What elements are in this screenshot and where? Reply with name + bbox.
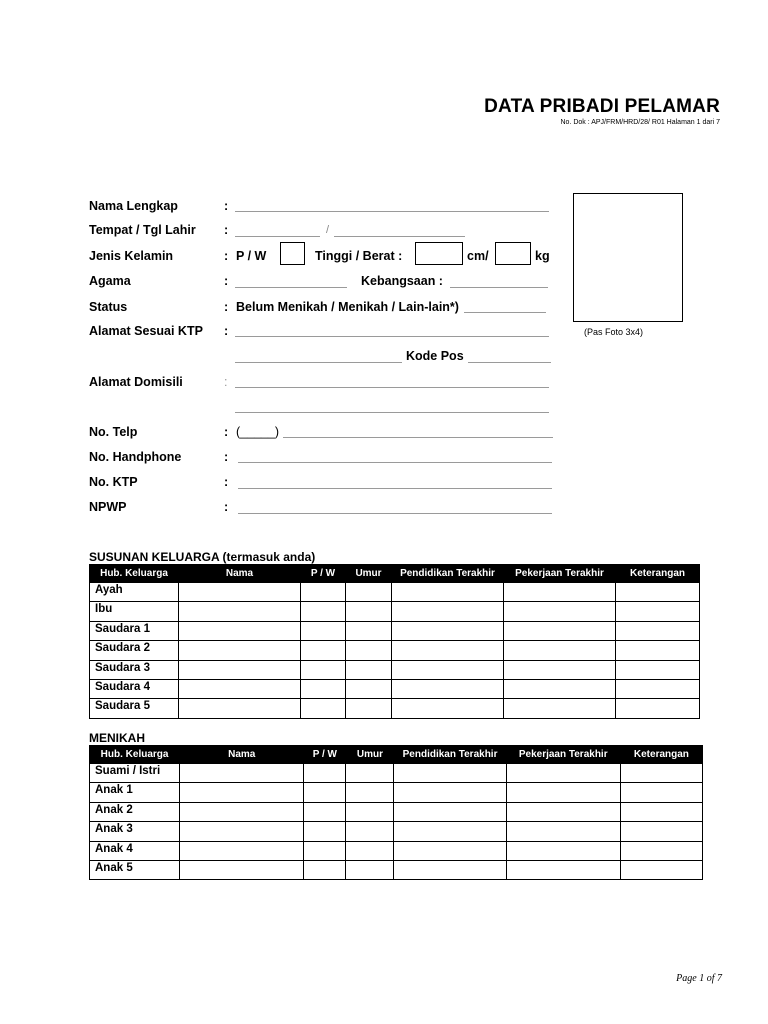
cell-pekerjaan[interactable] [506, 764, 620, 783]
cell-umur[interactable] [346, 660, 392, 679]
cell-keterangan[interactable] [616, 641, 700, 660]
header-pekerjaan: Pekerjaan Terakhir [506, 746, 620, 764]
cell-pekerjaan[interactable] [504, 621, 616, 640]
table-header-row [90, 746, 703, 764]
label-no-handphone: No. Handphone [89, 450, 182, 464]
colon: : [224, 249, 229, 263]
cell-pw[interactable] [304, 764, 346, 783]
table-row [90, 602, 700, 621]
cell-pw[interactable] [301, 679, 346, 698]
cell-umur[interactable] [346, 583, 392, 602]
row-label: Anak 2 [90, 802, 180, 821]
field-nama-lengkap[interactable] [235, 211, 549, 212]
cell-pekerjaan[interactable] [504, 602, 616, 621]
field-status-other[interactable] [464, 312, 546, 313]
page-number: Page 1 of 7 [676, 973, 722, 984]
header-nama: Nama [179, 565, 301, 583]
cell-nama[interactable] [179, 660, 301, 679]
cell-nama[interactable] [179, 699, 301, 718]
cell-keterangan[interactable] [616, 699, 700, 718]
cell-umur[interactable] [346, 764, 394, 783]
table-header-row [90, 565, 700, 583]
cell-pw[interactable] [301, 583, 346, 602]
cell-pw[interactable] [301, 641, 346, 660]
cell-keterangan[interactable] [616, 602, 700, 621]
table-row [90, 679, 700, 698]
row-label: Suami / Istri [90, 764, 180, 783]
field-agama[interactable] [235, 287, 347, 288]
cell-umur[interactable] [346, 802, 394, 821]
cell-keterangan[interactable] [620, 764, 702, 783]
colon: : [224, 375, 228, 389]
cell-pekerjaan[interactable] [506, 802, 620, 821]
cell-nama[interactable] [180, 802, 304, 821]
label-alamat-domisili: Alamat Domisili [89, 375, 183, 389]
colon: : [224, 223, 229, 237]
label-tempat-tgl-lahir: Tempat / Tgl Lahir [89, 223, 196, 237]
table-row [90, 621, 700, 640]
row-label: Saudara 4 [90, 679, 179, 698]
cell-keterangan[interactable] [616, 679, 700, 698]
header-pw: P / W [304, 746, 346, 764]
cell-pw[interactable] [301, 602, 346, 621]
colon: : [224, 199, 229, 213]
field-no-telp[interactable] [283, 437, 553, 438]
cell-nama[interactable] [179, 641, 301, 660]
table-row [90, 583, 700, 602]
cell-keterangan[interactable] [620, 802, 702, 821]
cell-pekerjaan[interactable] [504, 660, 616, 679]
cell-umur[interactable] [346, 641, 392, 660]
cell-nama[interactable] [179, 583, 301, 602]
cell-keterangan[interactable] [620, 860, 702, 879]
field-kode-pos[interactable] [468, 362, 551, 363]
field-alamat-domisili-2[interactable] [235, 412, 549, 413]
field-no-ktp[interactable] [238, 488, 552, 489]
cell-pw[interactable] [304, 860, 346, 879]
label-jenis-kelamin: Jenis Kelamin [89, 249, 174, 263]
header-hub-keluarga: Hub. Keluarga [90, 746, 180, 764]
cell-pekerjaan[interactable] [504, 699, 616, 718]
unit-kg: kg [535, 249, 550, 263]
row-label: Saudara 2 [90, 641, 179, 660]
cell-keterangan[interactable] [616, 660, 700, 679]
status-options: Belum Menikah / Menikah / Lain-lain*) [236, 300, 459, 314]
cell-nama[interactable] [179, 679, 301, 698]
cell-pendidikan[interactable] [392, 660, 504, 679]
row-label: Anak 1 [90, 783, 180, 802]
cell-umur[interactable] [346, 841, 394, 860]
cell-pendidikan[interactable] [394, 841, 506, 860]
gender-box[interactable] [280, 242, 305, 265]
gender-options: P / W [236, 249, 267, 263]
cell-keterangan[interactable] [620, 841, 702, 860]
field-alamat-ktp-2[interactable] [235, 362, 402, 363]
document-number: No. Dok : APJ/FRM/HRD/28/ R01 Halaman 1 dari 7 [560, 119, 720, 126]
label-kebangsaan: Kebangsaan : [361, 274, 443, 288]
cell-umur[interactable] [346, 621, 392, 640]
section-title-keluarga: SUSUNAN KELUARGA (termasuk anda) [89, 550, 316, 564]
cell-umur[interactable] [346, 699, 392, 718]
header-pekerjaan: Pekerjaan Terakhir [504, 565, 616, 583]
cell-pekerjaan[interactable] [504, 583, 616, 602]
table-keluarga [89, 564, 700, 719]
colon: : [224, 500, 229, 514]
header-pendidikan: Pendidikan Terakhir [392, 565, 504, 583]
header-pendidikan: Pendidikan Terakhir [394, 746, 506, 764]
colon: : [224, 425, 229, 439]
cell-pw[interactable] [301, 621, 346, 640]
field-alamat-ktp-1[interactable] [235, 336, 549, 337]
cell-umur[interactable] [346, 860, 394, 879]
row-label: Ibu [90, 602, 179, 621]
row-label: Saudara 5 [90, 699, 179, 718]
cell-pendidikan[interactable] [392, 621, 504, 640]
cell-pw[interactable] [304, 841, 346, 860]
cell-pendidikan[interactable] [394, 822, 506, 841]
field-tempat-lahir[interactable] [235, 236, 320, 237]
field-no-handphone[interactable] [238, 462, 552, 463]
table-menikah [89, 745, 703, 880]
field-kebangsaan[interactable] [450, 287, 548, 288]
cell-pendidikan[interactable] [392, 641, 504, 660]
cell-pendidikan[interactable] [392, 583, 504, 602]
row-label: Saudara 3 [90, 660, 179, 679]
cell-pekerjaan[interactable] [504, 641, 616, 660]
height-box[interactable] [415, 242, 463, 265]
cell-pendidikan[interactable] [394, 783, 506, 802]
row-label: Anak 3 [90, 822, 180, 841]
header-keterangan: Keterangan [620, 746, 702, 764]
table-row [90, 764, 703, 783]
weight-box[interactable] [495, 242, 531, 265]
cell-nama[interactable] [180, 783, 304, 802]
photo-box [573, 193, 683, 322]
unit-cm: cm/ [467, 249, 489, 263]
cell-pekerjaan[interactable] [506, 822, 620, 841]
cell-pw[interactable] [301, 699, 346, 718]
label-tinggi-berat: Tinggi / Berat : [315, 249, 403, 263]
cell-keterangan[interactable] [616, 583, 700, 602]
cell-pendidikan[interactable] [394, 860, 506, 879]
label-no-telp: No. Telp [89, 425, 138, 439]
cell-pendidikan[interactable] [392, 679, 504, 698]
cell-pw[interactable] [304, 822, 346, 841]
cell-pekerjaan[interactable] [506, 860, 620, 879]
row-label: Anak 5 [90, 860, 180, 879]
cell-pekerjaan[interactable] [506, 841, 620, 860]
table-row [90, 841, 703, 860]
header-keterangan: Keterangan [616, 565, 700, 583]
table-row [90, 641, 700, 660]
label-kode-pos: Kode Pos [406, 349, 464, 363]
label-status: Status [89, 300, 128, 314]
label-agama: Agama [89, 274, 131, 288]
colon: : [224, 450, 229, 464]
cell-pendidikan[interactable] [392, 699, 504, 718]
cell-pekerjaan[interactable] [504, 679, 616, 698]
field-npwp[interactable] [238, 513, 552, 514]
photo-caption: (Pas Foto 3x4) [584, 327, 644, 337]
table-row [90, 822, 703, 841]
section-title-menikah: MENIKAH [89, 731, 145, 745]
colon: : [224, 274, 229, 288]
row-label: Anak 4 [90, 841, 180, 860]
table-row [90, 660, 700, 679]
cell-pendidikan[interactable] [394, 802, 506, 821]
date-separator: / [326, 224, 330, 236]
cell-pekerjaan[interactable] [506, 783, 620, 802]
label-npwp: NPWP [89, 500, 127, 514]
colon: : [224, 324, 229, 338]
cell-nama[interactable] [180, 860, 304, 879]
cell-umur[interactable] [346, 783, 394, 802]
field-alamat-domisili-1[interactable] [235, 387, 549, 388]
row-label: Ayah [90, 583, 179, 602]
row-label: Saudara 1 [90, 621, 179, 640]
cell-keterangan[interactable] [620, 783, 702, 802]
cell-nama[interactable] [180, 764, 304, 783]
colon: : [224, 475, 229, 489]
table-row [90, 802, 703, 821]
cell-keterangan[interactable] [616, 621, 700, 640]
cell-pendidikan[interactable] [394, 764, 506, 783]
cell-nama[interactable] [179, 621, 301, 640]
colon: : [224, 300, 229, 314]
cell-keterangan[interactable] [620, 822, 702, 841]
cell-nama[interactable] [180, 822, 304, 841]
label-alamat-ktp: Alamat Sesuai KTP [89, 324, 203, 338]
field-tgl-lahir[interactable] [334, 236, 465, 237]
header-umur: Umur [346, 746, 394, 764]
table-row [90, 783, 703, 802]
header-nama: Nama [180, 746, 304, 764]
header-pw: P / W [301, 565, 346, 583]
cell-umur[interactable] [346, 602, 392, 621]
cell-nama[interactable] [180, 841, 304, 860]
header-umur: Umur [346, 565, 392, 583]
cell-umur[interactable] [346, 822, 394, 841]
cell-pw[interactable] [301, 660, 346, 679]
cell-umur[interactable] [346, 679, 392, 698]
cell-pw[interactable] [304, 802, 346, 821]
table-row [90, 860, 703, 879]
cell-nama[interactable] [179, 602, 301, 621]
area-code[interactable]: (_____) [236, 425, 280, 439]
label-no-ktp: No. KTP [89, 475, 138, 489]
table-row [90, 699, 700, 718]
header-hub-keluarga: Hub. Keluarga [90, 565, 179, 583]
document-title: DATA PRIBADI PELAMAR [484, 96, 720, 117]
cell-pw[interactable] [304, 783, 346, 802]
label-nama-lengkap: Nama Lengkap [89, 199, 178, 213]
cell-pendidikan[interactable] [392, 602, 504, 621]
